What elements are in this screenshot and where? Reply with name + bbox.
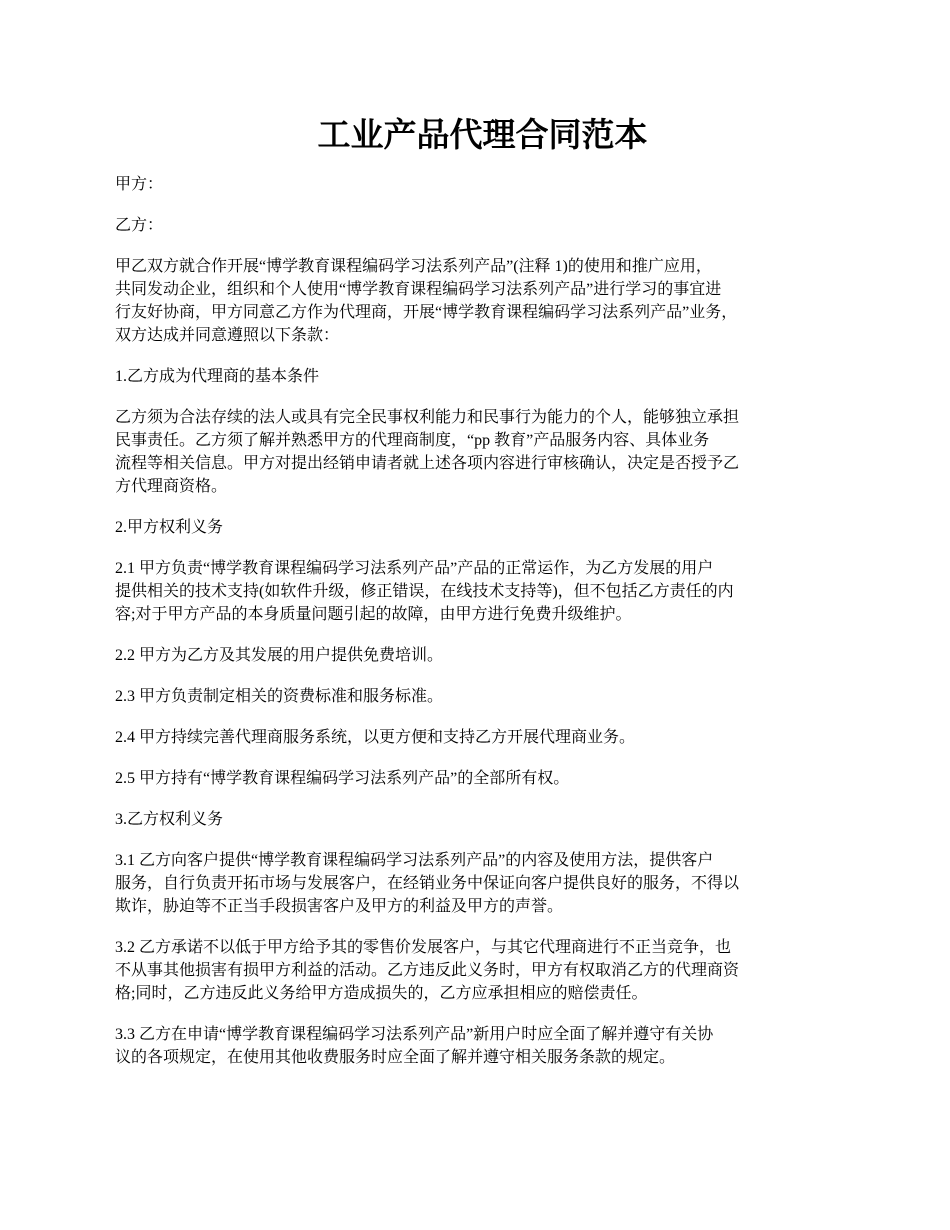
text-line: 服务，自行负责开拓市场与发展客户，在经销业务中保证向客户提供良好的服务，不得以 xyxy=(115,875,740,892)
text-line: 格;同时，乙方违反此义务给甲方造成损失的，乙方应承担相应的赔偿责任。 xyxy=(115,985,648,1002)
text-line: 3.1 乙方向客户提供“博学教育课程编码学习法系列产品”的内容及使用方法，提供客户 xyxy=(115,852,714,869)
paragraph xyxy=(115,214,850,237)
paragraph xyxy=(115,173,850,196)
paragraph xyxy=(115,808,850,831)
text-line: 共同发动企业，组织和个人使用“博学教育课程编码学习法系列产品”进行学习的事宜进 xyxy=(115,281,722,298)
text-line: 乙方须为合法存续的法人或具有完全民事权利能力和民事行为能力的个人，能够独立承担 xyxy=(115,409,740,426)
text-line: 行友好协商，甲方同意乙方作为代理商，开展“博学教育课程编码学习法系列产品”业务， xyxy=(115,304,738,321)
paragraph xyxy=(115,849,850,918)
paragraph xyxy=(115,936,850,1005)
paragraph xyxy=(115,557,850,626)
text-line: 3.3 乙方在申请“博学教育课程编码学习法系列产品”新用户时应全面了解并遵守有关协 xyxy=(115,1026,714,1043)
text-line: 不从事其他损害有损甲方利益的活动。乙方违反此义务时，甲方有权取消乙方的代理商资 xyxy=(115,962,740,979)
document-body xyxy=(115,173,850,1069)
paragraph xyxy=(115,406,850,498)
text-line: 2.5 甲方持有“博学教育课程编码学习法系列产品”的全部所有权。 xyxy=(115,770,570,787)
text-line: 甲方： xyxy=(115,176,164,193)
paragraph xyxy=(115,516,850,539)
text-line: 方代理商资格。 xyxy=(115,478,228,495)
paragraph xyxy=(115,685,850,708)
text-line: 2.4 甲方持续完善代理商服务系统，以更方便和支持乙方开展代理商业务。 xyxy=(115,729,636,746)
paragraph xyxy=(115,365,850,388)
text-line: 乙方： xyxy=(115,217,164,234)
document-page xyxy=(115,112,850,1087)
text-line: 2.甲方权利义务 xyxy=(115,519,224,536)
paragraph xyxy=(115,644,850,667)
paragraph xyxy=(115,767,850,790)
text-line: 议的各项规定，在使用其他收费服务时应全面了解并遵守相关服务条款的规定。 xyxy=(115,1049,676,1066)
text-line: 欺诈，胁迫等不正当手段损害客户及甲方的利益及甲方的声誉。 xyxy=(115,898,564,915)
text-line: 2.1 甲方负责“博学教育课程编码学习法系列产品”产品的正常运作，为乙方发展的用户 xyxy=(115,560,714,577)
text-line: 2.3 甲方负责制定相关的资费标准和服务标准。 xyxy=(115,688,444,705)
text-line: 2.2 甲方为乙方及其发展的用户提供免费培训。 xyxy=(115,647,444,664)
text-line: 1.乙方成为代理商的基本条件 xyxy=(115,368,320,385)
text-line: 提供相关的技术支持(如软件升级，修正错误，在线技术支持等)，但不包括乙方责任的内 xyxy=(115,583,734,600)
paragraph xyxy=(115,255,850,347)
paragraph xyxy=(115,726,850,749)
paragraph xyxy=(115,1023,850,1069)
text-line: 流程等相关信息。甲方对提出经销申请者就上述各项内容进行审核确认，决定是否授予乙 xyxy=(115,455,740,472)
text-line: 3.乙方权利义务 xyxy=(115,811,224,828)
text-line: 甲乙双方就合作开展“博学教育课程编码学习法系列产品”(注释 1)的使用和推广应用， xyxy=(115,258,712,275)
text-line: 容;对于甲方产品的本身质量问题引起的故障，由甲方进行免费升级维护。 xyxy=(115,606,632,623)
document-title: 工业产品代理合同范本 xyxy=(317,118,648,154)
text-line: 3.2 乙方承诺不以低于甲方给予其的零售价发展客户，与其它代理商进行不正当竞争，也 xyxy=(115,939,732,956)
text-line: 民事责任。乙方须了解并熟悉甲方的代理商制度，“pp 教育”产品服务内容、具体业务 xyxy=(115,432,710,449)
text-line: 双方达成并同意遵照以下条款： xyxy=(115,327,340,344)
